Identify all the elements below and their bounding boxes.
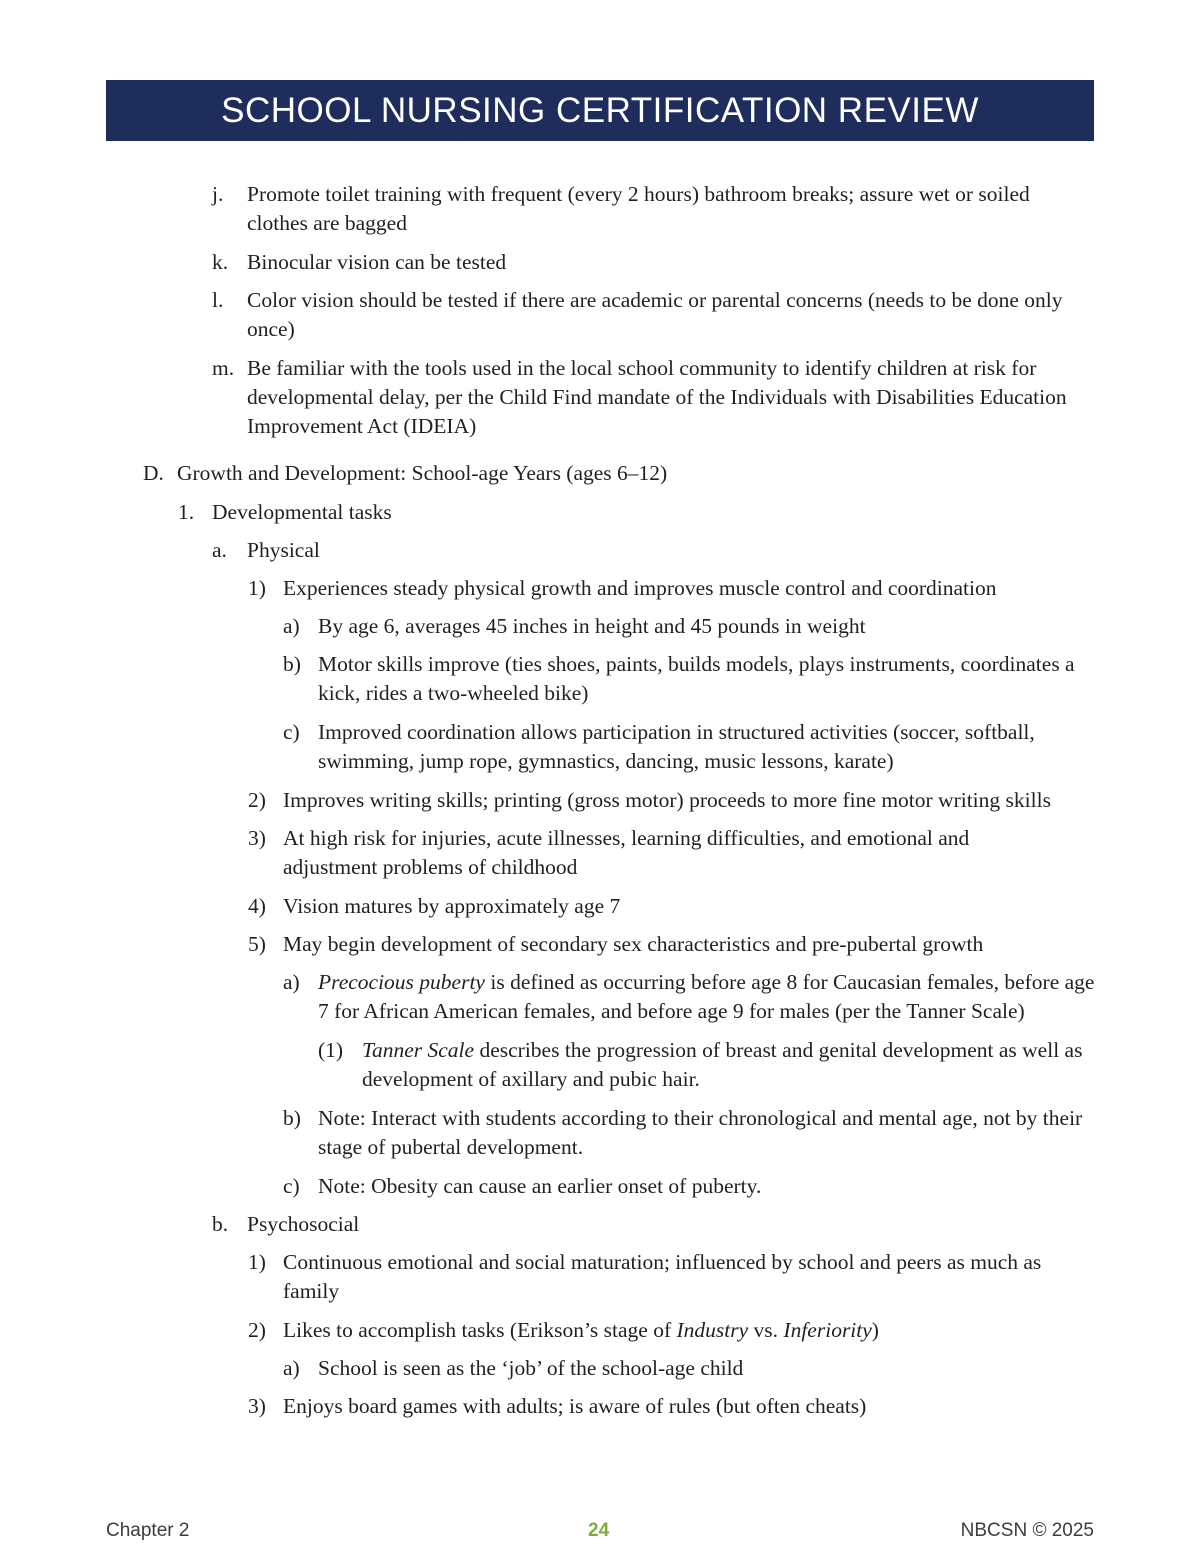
list-item	[212, 180, 1092, 238]
list-item-text: May begin development of secondary sex characteristics and pre-pubertal growth	[283, 932, 984, 956]
list-marker: l.	[212, 288, 224, 312]
list-marker: 4)	[248, 894, 266, 918]
list-item-text: Color vision should be tested if there are academic or parental concerns (needs to be done only once)	[247, 288, 1063, 341]
list-item-text: Note: Interact with students according to their chronological and mental age, not by their stage of pubertal development.	[318, 1106, 1083, 1159]
list-item-text: Continuous emotional and social maturation; influenced by school and peers as much as family	[283, 1250, 1042, 1303]
italic-term: Precocious puberty	[318, 970, 485, 994]
list-item	[212, 536, 1092, 565]
list-item	[248, 574, 1094, 603]
italic-term: Industry	[676, 1318, 749, 1342]
list-item	[212, 1210, 1092, 1239]
list-item	[248, 786, 1094, 815]
list-item-text: Note: Obesity can cause an earlier onset of puberty.	[318, 1174, 762, 1198]
list-item	[248, 1316, 1094, 1345]
list-marker: a)	[283, 614, 300, 638]
list-marker: 1.	[178, 500, 195, 524]
list-item-text: Growth and Development: School-age Years (ages 6–12)	[177, 461, 668, 485]
list-item	[283, 612, 1095, 641]
list-marker: m.	[212, 356, 235, 380]
list-item	[248, 1248, 1094, 1306]
list-item	[212, 354, 1092, 441]
list-marker: b)	[283, 1106, 301, 1130]
italic-term: Tanner Scale	[362, 1038, 475, 1062]
header-banner	[106, 80, 1094, 141]
list-marker: 1)	[248, 1250, 266, 1274]
list-item	[248, 824, 1028, 882]
list-item	[283, 968, 1095, 1026]
list-item-text: Vision matures by approximately age 7	[283, 894, 621, 918]
list-marker: b.	[212, 1212, 229, 1236]
list-marker: 3)	[248, 1394, 266, 1418]
list-marker: 2)	[248, 1318, 266, 1342]
page-number: 24	[588, 1520, 610, 1541]
italic-term: Inferiority	[783, 1318, 872, 1342]
list-marker: a)	[283, 970, 300, 994]
list-item	[283, 718, 1095, 776]
list-marker: b)	[283, 652, 301, 676]
list-item-text: Motor skills improve (ties shoes, paints, builds models, plays instruments, coordinates a kick, rides a two-wheeled bike)	[318, 652, 1075, 705]
list-item	[212, 248, 1092, 277]
list-item-text: Enjoys board games with adults; is aware of rules (but often cheats)	[283, 1394, 867, 1418]
list-item-text-rest: describes the progression of breast and genital development as well as development of axillary and pubic hair.	[362, 1038, 1083, 1091]
list-item-text: Psychosocial	[247, 1212, 360, 1236]
list-item	[283, 1354, 1095, 1383]
section-heading	[143, 459, 1093, 488]
list-marker: (1)	[318, 1038, 344, 1062]
list-item-text-rest: is defined as occurring before age 8 for Caucasian females, before age 7 for African American females, and before age 9 for males (per the Tanner Scale)	[318, 970, 1095, 1023]
list-item-text: Physical	[247, 538, 320, 562]
list-item	[283, 1104, 1095, 1162]
list-item	[178, 498, 1093, 527]
list-item-text: At high risk for injuries, acute illnesses, learning difficulties, and emotional and adjustment problems of childhood	[283, 826, 970, 879]
list-item-text: Experiences steady physical growth and improves muscle control and coordination	[283, 576, 997, 600]
list-item	[318, 1036, 1094, 1094]
page-title: SCHOOL NURSING CERTIFICATION REVIEW	[221, 90, 979, 130]
list-marker: 2)	[248, 788, 266, 812]
list-item-text	[318, 968, 1095, 1026]
list-item-text-mid: vs.	[748, 1318, 784, 1342]
list-marker: c)	[283, 720, 300, 744]
list-item-text: Improves writing skills; printing (gross motor) proceeds to more fine motor writing skills	[283, 788, 1051, 812]
list-marker: a.	[212, 538, 227, 562]
list-marker: j.	[212, 182, 224, 206]
list-marker: c)	[283, 1174, 300, 1198]
list-marker: D.	[143, 461, 164, 485]
list-item-text: Binocular vision can be tested	[247, 250, 507, 274]
list-item	[248, 930, 1094, 959]
list-marker: a)	[283, 1356, 300, 1380]
list-marker: k.	[212, 250, 229, 274]
list-item-text: Improved coordination allows participation in structured activities (soccer, softball, swimming, jump rope, gymnastics, dancing, music lessons, karate)	[318, 720, 1035, 773]
list-item	[248, 1392, 1094, 1421]
list-item	[212, 286, 1092, 344]
list-item	[248, 892, 1094, 921]
list-marker: 1)	[248, 576, 266, 600]
list-item	[283, 650, 1095, 708]
list-item-text	[362, 1036, 1094, 1094]
list-item-text: School is seen as the ‘job’ of the school-age child	[318, 1356, 744, 1380]
list-marker: 3)	[248, 826, 266, 850]
list-item-text	[283, 1316, 1094, 1345]
list-marker: 5)	[248, 932, 266, 956]
list-item-text: Developmental tasks	[212, 500, 392, 524]
list-item-text: By age 6, averages 45 inches in height and 45 pounds in weight	[318, 614, 866, 638]
footer-copyright: NBCSN © 2025	[960, 1520, 1094, 1541]
list-item-text-post: )	[871, 1318, 879, 1342]
list-item-text-pre: Likes to accomplish tasks (Erikson’s stage of	[283, 1318, 677, 1342]
list-item	[283, 1172, 1095, 1201]
list-item-text: Promote toilet training with frequent (every 2 hours) bathroom breaks; assure wet or soiled clothes are bagged	[247, 182, 1030, 235]
footer-chapter: Chapter 2	[106, 1520, 190, 1541]
list-item-text: Be familiar with the tools used in the local school community to identify children at risk for developmental delay, per the Child Find mandate of the Individuals with Disabilities Education Improvement Act (IDEIA)	[247, 356, 1067, 438]
